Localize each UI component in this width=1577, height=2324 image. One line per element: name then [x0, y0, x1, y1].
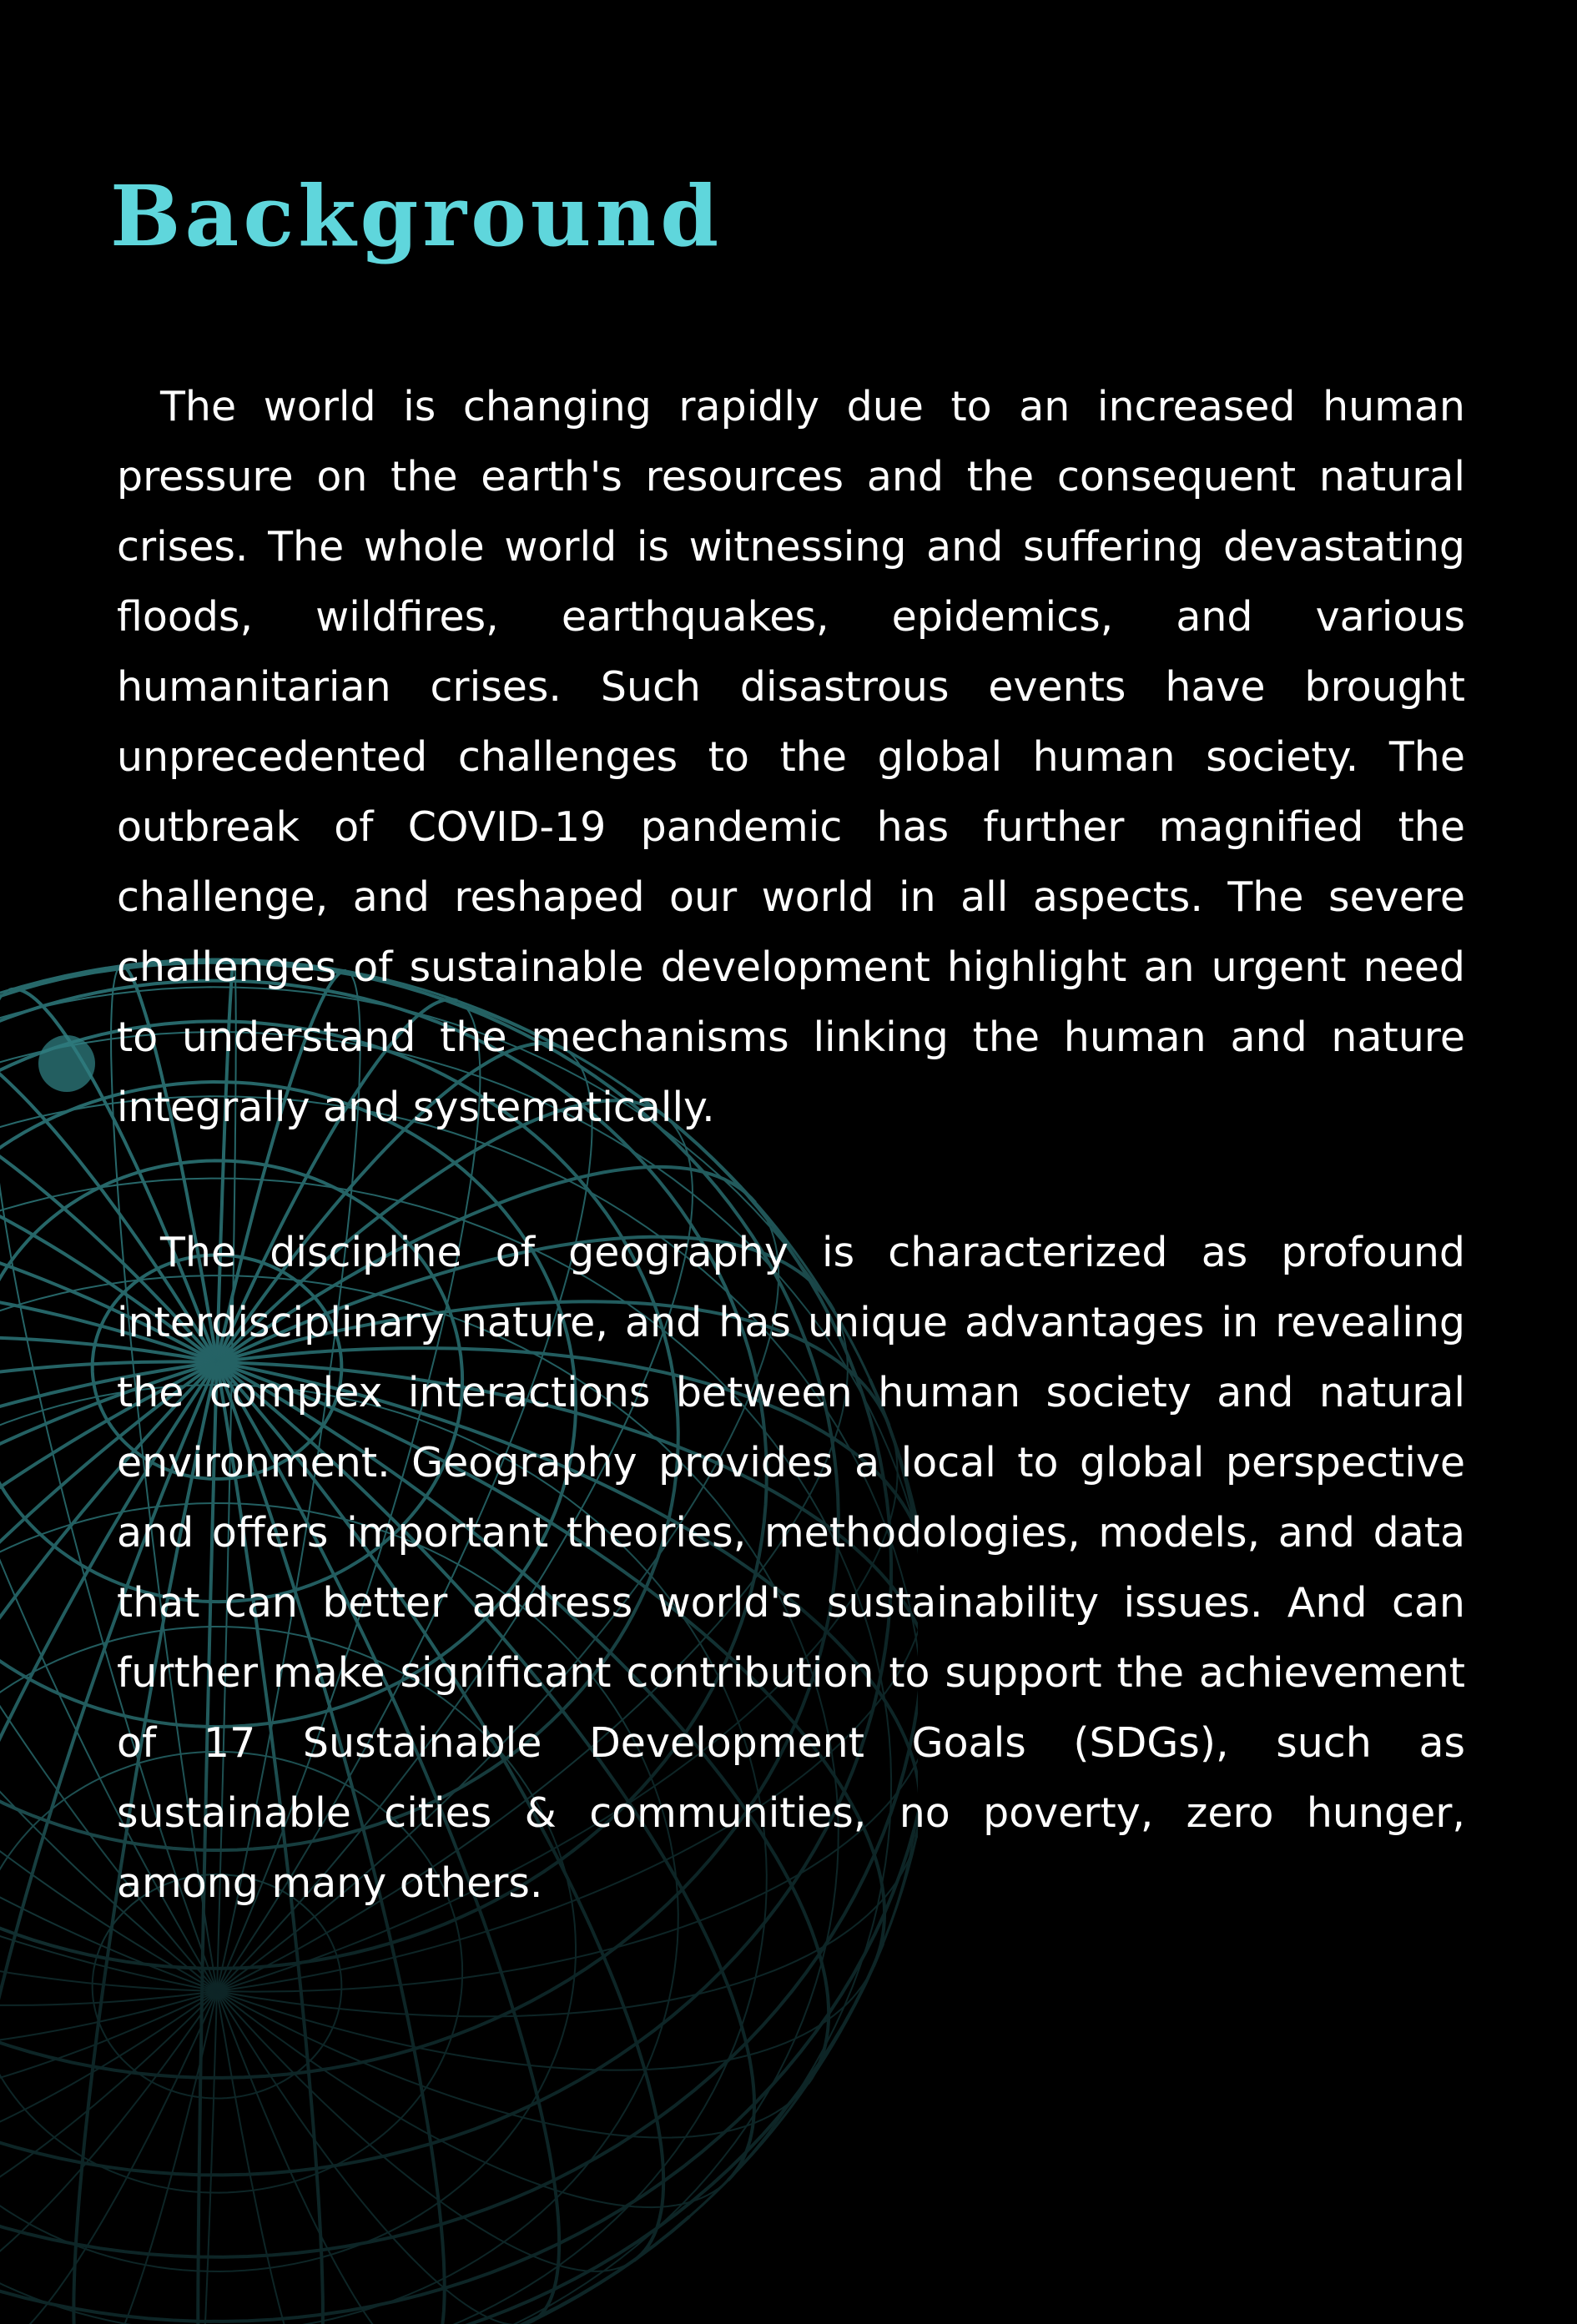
globe-meridian-back-line: [217, 1991, 311, 2324]
paragraph-2: The discipline of geography is characterized as profound interdisciplinary nature, and has unique advantages in revealing the complex interactions between human society and natural environment. Geography provides a local to global perspective and offers important theories, methodologies, models, and data that can better address world's sustainability issues. And can further make significant contribution to support the achievement of 17 Sustainable Development Goals (SDGs), such as sustainable cities & communities, no poverty, zero hunger, among many others.: [117, 1229, 1465, 1907]
page-title: Background: [110, 167, 723, 265]
globe-meridian-back-line: [0, 1991, 217, 2253]
globe-pole-icon: [38, 1035, 95, 1092]
globe-parallel-line: [0, 2209, 689, 2324]
paragraph-1: The world is changing rapidly due to an increased human pressure on the earth's resources and the consequent natural crises. The whole world is witnessing and suffering devastating floods, wildfires, earthquakes, epidemics, and various humanitarian crises. Such disastrous events have brought unprecedented challenges to the global human society. The outbreak of COVID-19 pandemic has further magnified the challenge, and reshaped our world in all aspects. The severe challenges of sustainable development highlight an urgent need to understand the mechanisms linking the human and nature integrally and systematically.: [117, 383, 1465, 1131]
globe-parallel-line: [0, 1933, 819, 2324]
globe-meridian-back-line: [217, 1991, 723, 2207]
